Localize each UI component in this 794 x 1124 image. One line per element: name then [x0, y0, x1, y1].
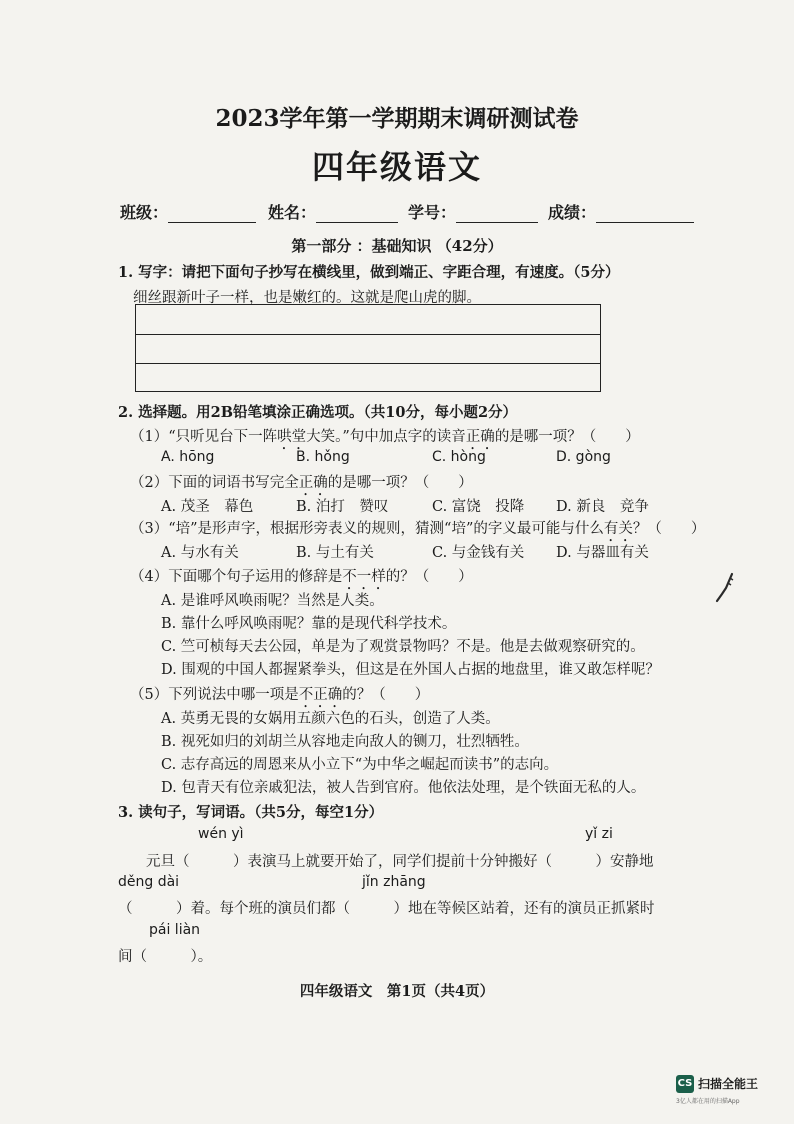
score-field [548, 200, 694, 223]
option-d[interactable]: D. gòng [556, 449, 611, 465]
option-d[interactable]: D. 围观的中国人都握紧拳头，但这是在外国人占据的地盘里，谁又敢怎样呢？ [161, 662, 660, 678]
dotted-text: 不正确 [298, 687, 343, 703]
stem-text: 的是哪一项？（ ） [327, 475, 473, 491]
dotted-text: 正确 [465, 429, 495, 445]
stem-text: （5）下列说法中哪一项是 [130, 687, 299, 703]
pinyin-pailian: pái liàn [149, 922, 201, 938]
option-b[interactable]: B. 靠什么呼风唤雨呢？靠的是现代科学技术。 [161, 616, 457, 632]
scanner-logo-icon: CS [676, 1075, 694, 1093]
option-d[interactable]: D. 与器皿有关 [556, 545, 649, 561]
q1-sentence: 细丝跟新叶子一样，也是嫩红的。这就是爬山虎的脚。 [133, 290, 481, 306]
stem-text: （2）下面的词语书写完全 [130, 475, 299, 491]
section-heading: 第一部分 ：基础知识 （42分） [291, 237, 503, 255]
writing-box[interactable] [135, 304, 601, 392]
option-c[interactable]: C. 竺可桢每天去公园，单是为了观赏景物吗？不是。他是去做观察研究的。 [161, 639, 645, 655]
name-blank [316, 222, 398, 223]
q2-prompt: 2. 选择题。用2B铅笔填涂正确选项。（共10分，每小题2分） [118, 404, 518, 421]
q3-line2: （ ）着。每个班的演员们都（ ）地在等候区站着，还有的演员正抓紧时 [118, 901, 655, 917]
stem-text: 的是哪一项？（ ） [494, 429, 640, 445]
option-b[interactable]: B. hǒng [296, 449, 350, 465]
dotted-text: 有关 [603, 521, 633, 537]
option-a[interactable]: A. 与水有关 [161, 545, 239, 561]
pinyin-wenyi: wén yì [198, 826, 244, 842]
class-field [120, 200, 256, 223]
page-footer: 四年级语文 第1页（共4页） [299, 983, 495, 1000]
option-b[interactable]: B. 视死如归的刘胡兰从容地走向敌人的铡刀，壮烈牺牲。 [161, 734, 529, 750]
option-c[interactable]: C. 与金钱有关 [432, 545, 525, 561]
stem-text: （3）“培”是形声字，根据形旁表义的规则，猜测“培”的字义最可能与什么 [130, 521, 604, 537]
stem-text: 的？（ ） [385, 569, 473, 585]
score-blank [596, 222, 694, 223]
option-d[interactable]: D. 新良 竞争 [556, 499, 649, 515]
dotted-text: 不一样 [342, 569, 386, 585]
q3-prompt: 3. 读句子，写词语。（共5分，每空1分） [118, 804, 384, 821]
class-blank [168, 222, 256, 223]
scanner-tagline: 3亿人都在用的扫描App [676, 1098, 740, 1105]
pinyin-dengdai: děng dài [118, 874, 180, 890]
class-label: 班级： [120, 203, 169, 222]
stem-text: （4）下面哪个句子运用的修辞是 [130, 569, 343, 585]
option-b[interactable]: B. 与土有关 [296, 545, 374, 561]
pinyin-yizi: yǐ zi [585, 826, 613, 842]
stem-text: （1）“只听见台下一阵 [130, 429, 278, 445]
exam-title: 2023学年第一学期期末调研测试卷 [215, 105, 579, 132]
id-blank [456, 222, 538, 223]
dotted-text: 哄堂 [277, 429, 307, 445]
option-b[interactable]: B. 泊打 赞叹 [296, 499, 389, 515]
option-a[interactable]: A. 茂圣 幕色 [161, 499, 254, 515]
option-d[interactable]: D. 包青天有位亲戚犯法，被人告到官府。他依法处理，是个铁面无私的人。 [161, 780, 646, 796]
stem-text: ？（ ） [632, 521, 706, 537]
q3-line1: 元旦（ ）表演马上就要开始了，同学们提前十分钟搬好（ ）安静地 [146, 854, 654, 870]
name-field [268, 200, 398, 223]
pencil-mark-icon [712, 572, 736, 604]
option-c[interactable]: C. 志存高远的周恩来从小立下“为中华之崛起而读书”的志向。 [161, 757, 559, 773]
q1-prompt: 1. 写字：请把下面句子抄写在横线里，做到端正、字距合理，有速度。（5分） [118, 264, 620, 281]
exam-subtitle: 四年级语文 [311, 148, 482, 186]
option-c[interactable]: C. hòng [432, 449, 486, 465]
dotted-text: 正确 [298, 475, 328, 491]
id-label: 学号： [408, 203, 457, 222]
name-label: 姓名： [268, 203, 317, 222]
id-field [408, 200, 538, 223]
writing-line [136, 334, 600, 335]
stem-text: 的？（ ） [342, 687, 430, 703]
stem-text: 大笑。”句中加点字的读音 [306, 429, 466, 445]
option-a[interactable]: A. 是谁呼风唤雨呢？当然是人类。 [161, 593, 384, 609]
score-label: 成绩： [548, 203, 597, 222]
option-a[interactable]: A. hōng [161, 449, 215, 465]
scanner-app-name: 扫描全能王 [698, 1077, 759, 1091]
q3-line3: 间（ ）。 [118, 949, 213, 965]
option-a[interactable]: A. 英勇无畏的女娲用五颜六色的石头，创造了人类。 [161, 711, 500, 727]
pinyin-jinzhang: jǐn zhāng [362, 874, 426, 890]
writing-line [136, 363, 600, 364]
option-c[interactable]: C. 富饶 投降 [432, 499, 525, 515]
